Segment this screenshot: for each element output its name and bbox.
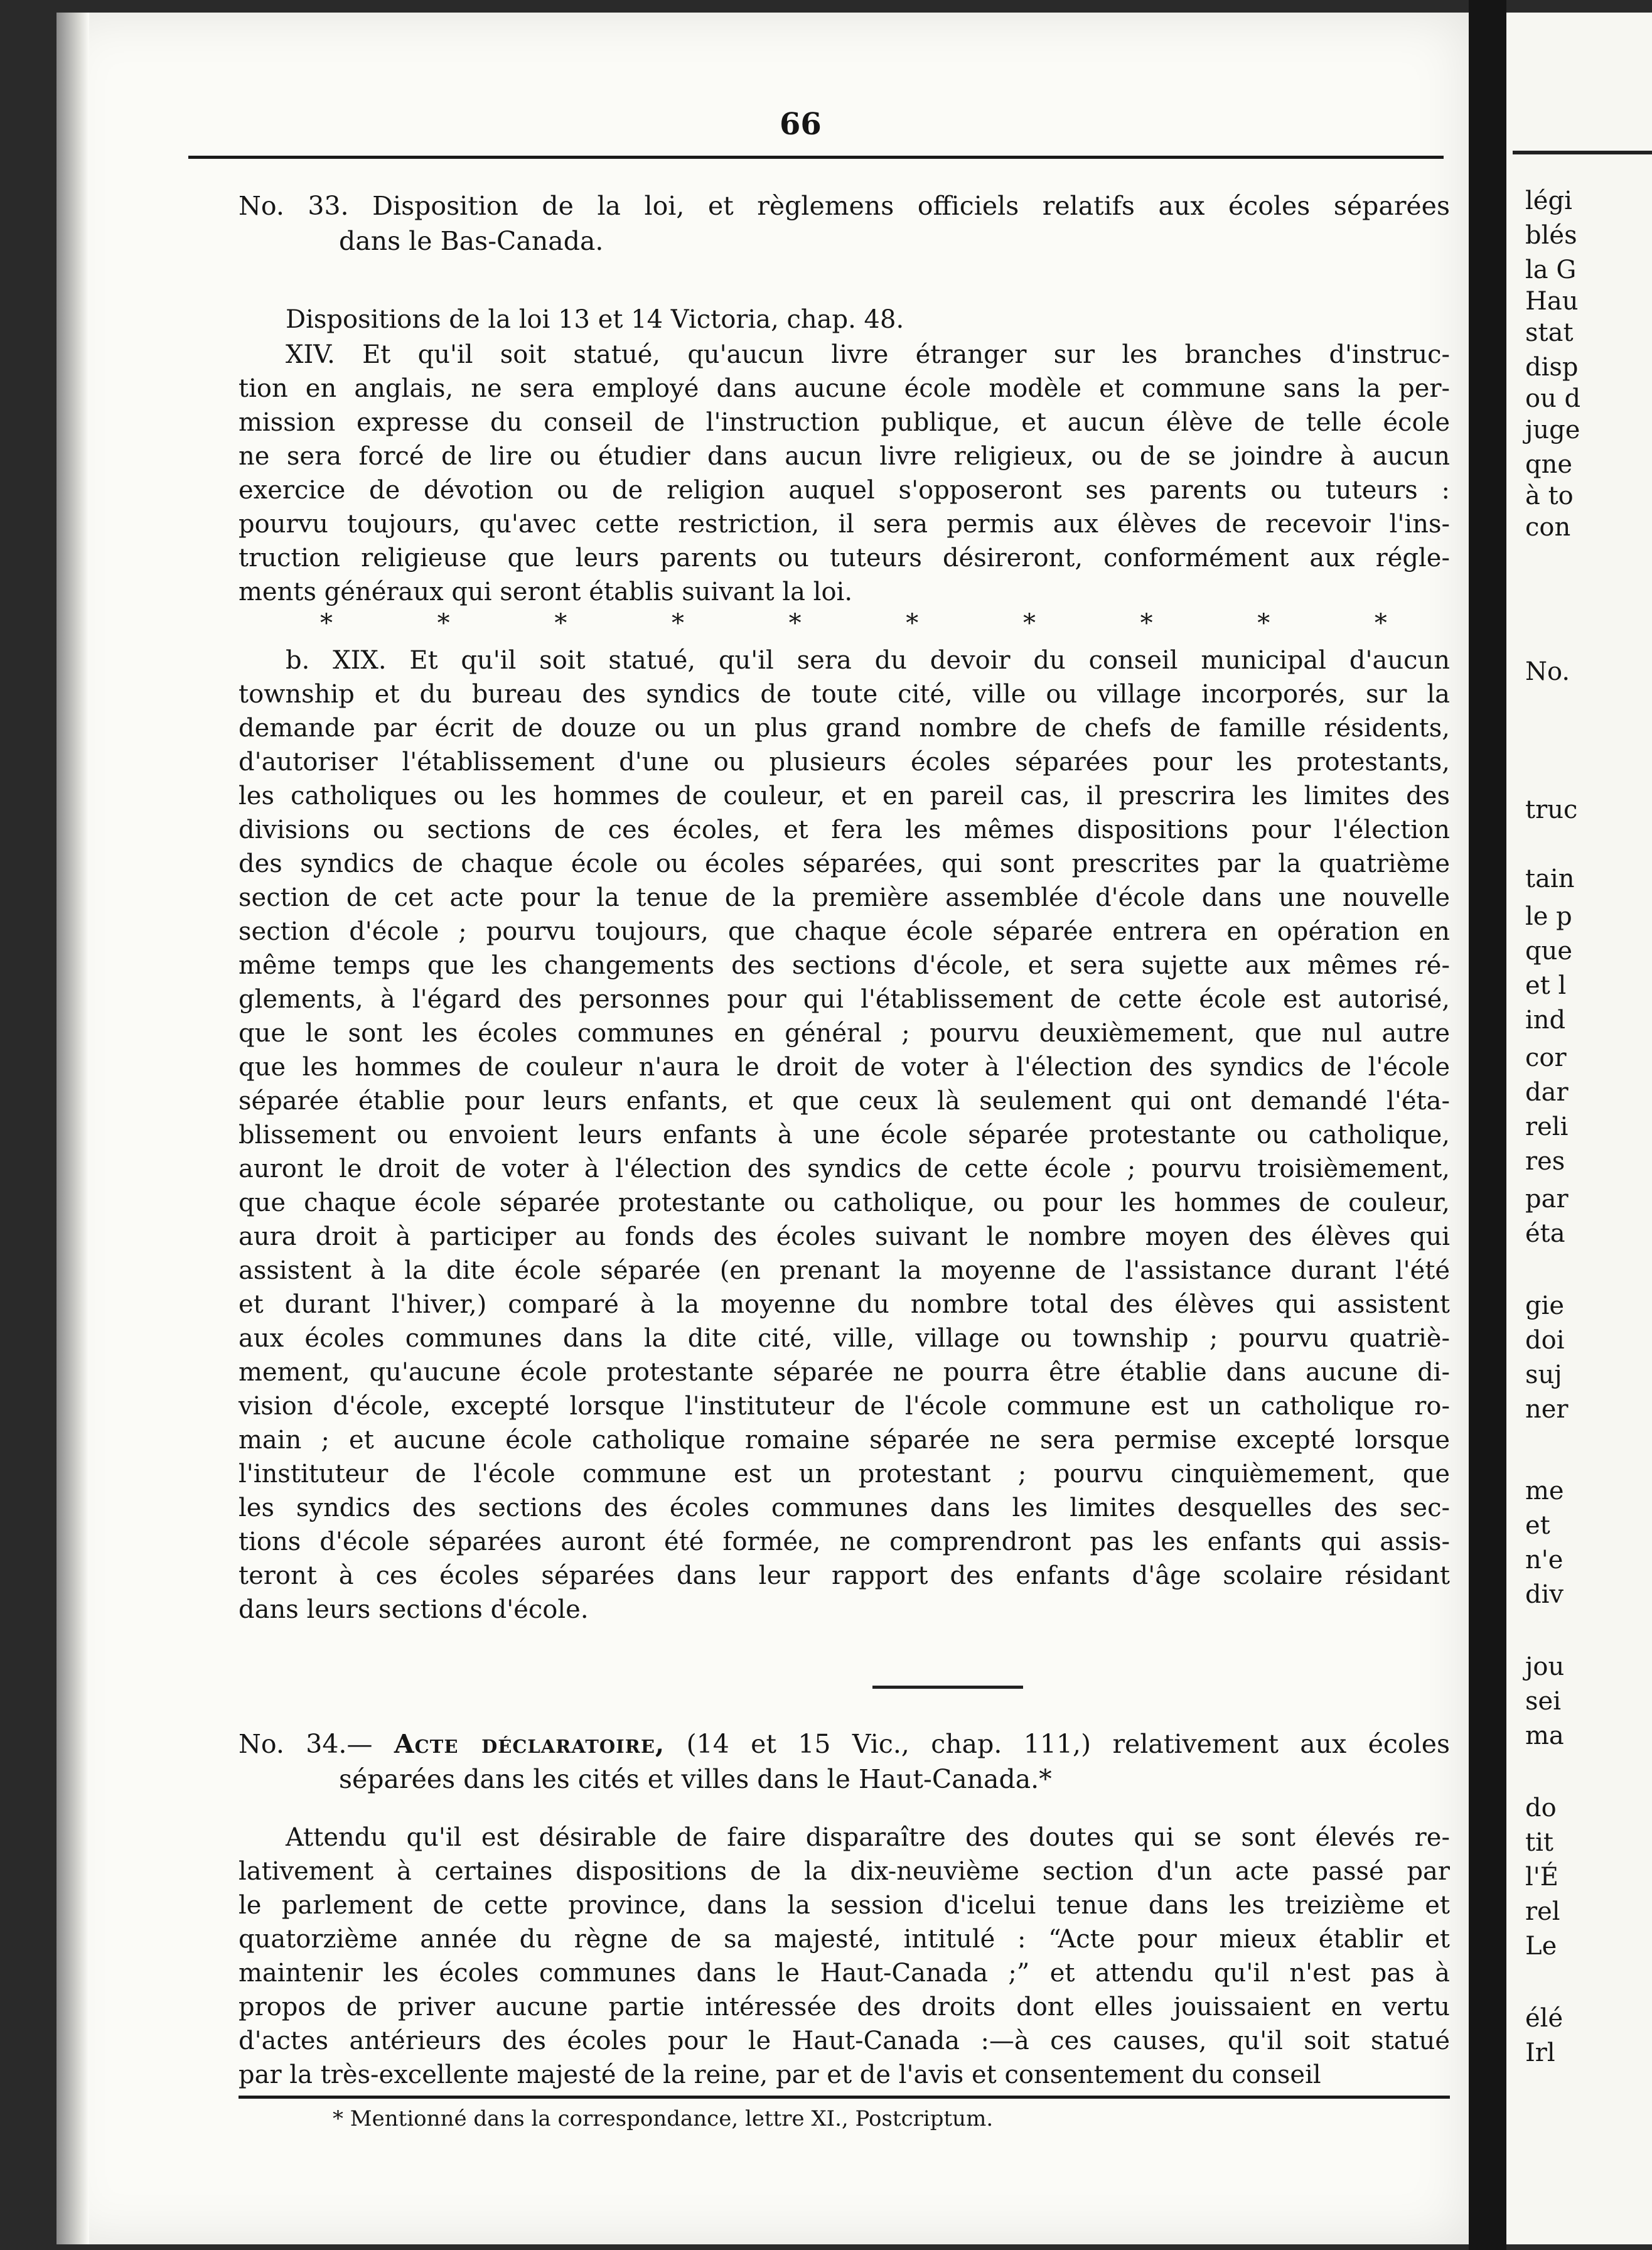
paragraph-line: auront le droit de voter à l'élection des syndics de cette école ; pourvu troisièmement, <box>239 1155 1450 1183</box>
adjacent-page-fragment: cor <box>1525 1043 1567 1072</box>
section-34-heading-line: séparées dans les cités et villes dans le Haut-Canada.* <box>339 1764 1052 1794</box>
article-xix-paragraph <box>239 643 1450 1627</box>
paragraph-line: par la très-excellente majesté de la reine, par et de l'avis et consentement du conseil <box>239 2060 1321 2089</box>
footnote: * Mentionné dans la correspondance, lettre XI., Postcriptum. <box>333 2106 994 2131</box>
section-33-heading <box>239 188 1450 259</box>
adjacent-page-fragment: truc <box>1525 795 1578 824</box>
paragraph-line: ne sera forcé de lire ou étudier dans aucun livre religieux, ou de se joindre à aucun <box>239 442 1450 471</box>
paragraph-line: Attendu qu'il est désirable de faire disparaître des doutes qui se sont élevés re- <box>286 1823 1450 1852</box>
adjacent-page-rule <box>1513 151 1652 154</box>
article-xiv-paragraph <box>239 338 1450 609</box>
adjacent-page-fragment: qne <box>1525 450 1573 479</box>
section-34-body <box>239 1821 1450 2092</box>
paragraph-line: glements, à l'égard des personnes pour qui l'établissement de cette école est autorisé, <box>239 985 1450 1014</box>
paragraph-line: tions d'école séparées auront été formée, ne comprendront pas les enfants qui assis- <box>239 1527 1450 1556</box>
ellipsis-star: * <box>906 609 919 638</box>
page-binding-edge <box>56 13 89 2244</box>
adjacent-page-fragment: légi <box>1525 186 1572 215</box>
ellipsis-star: * <box>1140 609 1153 638</box>
section-33-heading-line: No. 33. Disposition de la loi, et règlemens officiels relatifs aux écoles séparées <box>239 191 1450 221</box>
paragraph-line: même temps que les changements des sections d'école, et sera sujette aux mêmes ré- <box>239 951 1450 980</box>
scanned-page <box>56 13 1469 2244</box>
paragraph-line: ments généraux qui seront établis suivant la loi. <box>239 578 853 606</box>
paragraph-line: mement, qu'aucune école protestante séparée ne pourra être établie dans aucune di- <box>239 1358 1450 1387</box>
adjacent-page-fragment: disp <box>1525 353 1579 382</box>
ellipsis-star: * <box>320 609 333 638</box>
paragraph-line: les syndics des sections des écoles communes dans les limites desquelles des sec- <box>239 1494 1450 1522</box>
paragraph-line: que les hommes de couleur n'aura le droit de voter à l'élection des syndics de l'école <box>239 1053 1450 1082</box>
paragraph-line: dans leurs sections d'école. <box>239 1595 589 1624</box>
paragraph-line: d'actes antérieurs des écoles pour le Haut-Canada :—à ces causes, qu'il soit statué <box>239 2027 1450 2055</box>
adjacent-page-fragment: me <box>1525 1477 1564 1505</box>
paragraph-line: demande par écrit de douze ou un plus grand nombre de chefs de famille résidents, <box>239 714 1450 743</box>
paragraph-line: et durant l'hiver,) comparé à la moyenne du nombre total des élèves qui assistent <box>239 1290 1450 1319</box>
adjacent-page-fragment: gie <box>1525 1291 1565 1320</box>
adjacent-page-fragment: suj <box>1525 1360 1562 1389</box>
paragraph-line: mission expresse du conseil de l'instruction publique, et aucun élève de telle école <box>239 408 1450 437</box>
adjacent-page-fragment: con <box>1525 513 1571 542</box>
section-34-acte-title: Acte déclaratoire, <box>394 1729 665 1759</box>
paragraph-line: vision d'école, excepté lorsque l'instituteur de l'école commune est un catholique ro- <box>239 1392 1450 1421</box>
adjacent-page-fragment: la G <box>1525 256 1577 284</box>
adjacent-page-fragment: reli <box>1525 1112 1569 1141</box>
adjacent-page-fragment: blés <box>1525 221 1577 250</box>
paragraph-line: tion en anglais, ne sera employé dans aucune école modèle et commune sans la per- <box>239 374 1450 403</box>
adjacent-page-fragment: par <box>1525 1185 1569 1214</box>
ellipsis-star: * <box>437 609 450 638</box>
section-34-heading-rest: (14 et 15 Vic., chap. 111,) relativement aux écoles <box>686 1729 1450 1759</box>
adjacent-page-fragment: Le <box>1525 1932 1557 1961</box>
paragraph-line: séparée établie pour leurs enfants, et que ceux là seulement qui ont demandé l'éta- <box>239 1087 1450 1116</box>
adjacent-page-fragment: à to <box>1525 482 1574 510</box>
adjacent-page-fragment: res <box>1525 1147 1565 1176</box>
paragraph-line: blissement ou envoient leurs enfants à une école séparée protestante ou catholique, <box>239 1121 1450 1149</box>
adjacent-page-fragment: et <box>1525 1511 1550 1540</box>
paragraph-line: XIV. Et qu'il soit statué, qu'aucun livre étranger sur les branches d'instruc- <box>286 340 1450 369</box>
adjacent-page-fragment: juge <box>1525 416 1580 444</box>
subtitle-text: Dispositions de la loi 13 et 14 Victoria, chap. 48. <box>286 305 904 334</box>
paragraph-line: section d'école ; pourvu toujours, que chaque école séparée entrera en opération en <box>239 917 1450 946</box>
paragraph-line: divisions ou sections de ces écoles, et fera les mêmes dispositions pour l'élection <box>239 815 1450 844</box>
adjacent-page-fragment: Hau <box>1525 287 1579 316</box>
paragraph-line: d'autoriser l'établissement d'une ou plusieurs écoles séparées pour les protestants, <box>239 748 1450 777</box>
adjacent-page-edge <box>1506 13 1652 2244</box>
paragraph-line: b. XIX. Et qu'il soit statué, qu'il sera du devoir du conseil municipal d'aucun <box>286 646 1450 675</box>
adjacent-page-fragment: stat <box>1525 318 1574 347</box>
adjacent-page-fragment: doi <box>1525 1326 1565 1355</box>
adjacent-page-fragment: élé <box>1525 2004 1564 2033</box>
adjacent-page-fragment: ner <box>1525 1395 1569 1424</box>
paragraph-line: aux écoles communes dans la dite cité, ville, village ou township ; pourvu quatriè- <box>239 1324 1450 1353</box>
page-number: 66 <box>780 107 822 142</box>
adjacent-page-fragment: n'e <box>1525 1546 1564 1574</box>
section-34-heading <box>239 1726 1450 1797</box>
paragraph-line: township et du bureau des syndics de toute cité, ville ou village incorporés, sur la <box>239 680 1450 709</box>
adjacent-page-fragment: sei <box>1525 1687 1561 1716</box>
paragraph-line: des syndics de chaque école ou écoles séparées, qui sont prescrites par la quatrième <box>239 849 1450 878</box>
adjacent-page-fragment: Irl <box>1525 2038 1555 2067</box>
paragraph-line: main ; et aucune école catholique romaine séparée ne sera permise excepté lorsque <box>239 1426 1450 1455</box>
adjacent-page-fragment: tain <box>1525 864 1575 893</box>
paragraph-line: quatorzième année du règne de sa majesté, intitulé : “Acte pour mieux établir et <box>239 1925 1450 1954</box>
adjacent-page-fragment: ou d <box>1525 384 1581 413</box>
paragraph-line: lativement à certaines dispositions de la dix-neuvième section d'un acte passé par <box>239 1857 1450 1886</box>
adjacent-page-fragment: div <box>1525 1580 1564 1609</box>
adjacent-page-fragment: le p <box>1525 902 1572 931</box>
paragraph-line: que le sont les écoles communes en général ; pourvu deuxièmement, que nul autre <box>239 1019 1450 1048</box>
header-rule <box>188 156 1444 159</box>
ellipsis-star: * <box>1022 609 1036 638</box>
paragraph-line: truction religieuse que leurs parents ou tuteurs désireront, conformément aux régle- <box>239 544 1450 573</box>
ellipsis-star: * <box>671 609 684 638</box>
ellipsis-star: * <box>1374 609 1387 638</box>
adjacent-page-fragment: l'É <box>1525 1863 1558 1892</box>
paragraph-line: pourvu toujours, qu'avec cette restriction, il sera permis aux élèves de recevoir l'ins- <box>239 510 1450 539</box>
ellipsis-star: * <box>1257 609 1270 638</box>
paragraph-line: teront à ces écoles séparées dans leur rapport des enfants d'âge scolaire résidant <box>239 1561 1450 1590</box>
adjacent-page-fragment: tit <box>1525 1828 1553 1857</box>
footnote-rule <box>239 2096 1450 2099</box>
paragraph-line: maintenir les écoles communes dans le Haut-Canada ;” et attendu qu'il n'est pas à <box>239 1959 1450 1988</box>
section-divider <box>872 1686 1023 1689</box>
adjacent-page-fragment: éta <box>1525 1219 1565 1248</box>
ellipsis-stars <box>320 609 1387 638</box>
adjacent-page-fragment: dar <box>1525 1078 1569 1107</box>
adjacent-page-fragment: No. <box>1525 657 1570 686</box>
paragraph-line: exercice de dévotion ou de religion auquel s'opposeront ses parents ou tuteurs : <box>239 476 1450 505</box>
paragraph-line: aura droit à participer au fonds des écoles suivant le nombre moyen des élèves qui <box>239 1222 1450 1251</box>
paragraph-line: le parlement de cette province, dans la session d'icelui tenue dans les treizième et <box>239 1891 1450 1920</box>
adjacent-page-fragment: jou <box>1525 1652 1565 1681</box>
binding-gutter <box>1469 0 1506 2250</box>
paragraph-line: section de cet acte pour la tenue de la première assemblée d'école dans une nouvelle <box>239 883 1450 912</box>
section-33-subtitle <box>286 303 1164 336</box>
adjacent-page-fragment: et l <box>1525 971 1567 1000</box>
section-34-number: No. 34.— <box>239 1729 373 1759</box>
section-33-heading-line: dans le Bas-Canada. <box>339 226 604 256</box>
adjacent-page-fragment: que <box>1525 937 1573 966</box>
paragraph-line: les catholiques ou les hommes de couleur, et en pareil cas, il prescrira les limites des <box>239 782 1450 810</box>
adjacent-page-fragment: ma <box>1525 1721 1564 1750</box>
ellipsis-star: * <box>554 609 567 638</box>
paragraph-line: l'instituteur de l'école commune est un protestant ; pourvu cinquièmement, que <box>239 1460 1450 1488</box>
adjacent-page-fragment: do <box>1525 1794 1557 1822</box>
paragraph-line: que chaque école séparée protestante ou catholique, ou pour les hommes de couleur, <box>239 1188 1450 1217</box>
paragraph-line: propos de priver aucune partie intéressée des droits dont elles jouissaient en vertu <box>239 1993 1450 2021</box>
adjacent-page-fragment: ind <box>1525 1006 1566 1035</box>
paragraph-line: assistent à la dite école séparée (en prenant la moyenne de l'assistance durant l'été <box>239 1256 1450 1285</box>
adjacent-page-fragment: rel <box>1525 1897 1560 1926</box>
ellipsis-star: * <box>788 609 802 638</box>
